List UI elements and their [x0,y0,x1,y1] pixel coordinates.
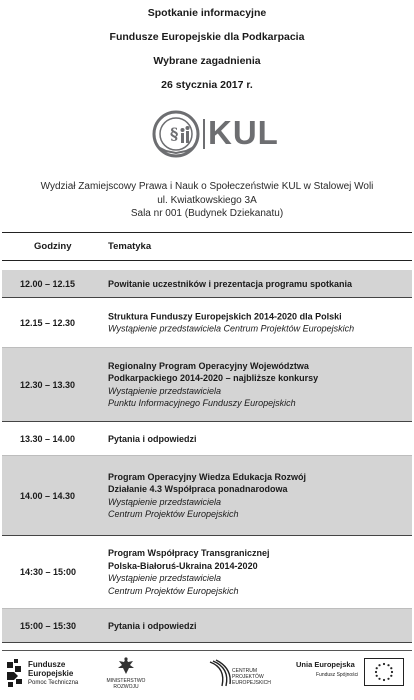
topic-title-line: Powitanie uczestników i prezentacja programu spotkania [108,278,353,289]
row-topic [108,277,404,290]
eu-flag-icon [364,658,404,686]
footer-logo-fundusze-europejskie [6,656,86,696]
venue-address: ul. Kwiatkowskiego 3A [157,195,257,206]
row-time: 12.15 – 12.30 [20,317,76,328]
footer-logo-ministry [104,656,148,696]
topic-title-line: Struktura Funduszy Europejskich 2014-2020 dla Polski [108,311,342,321]
logo-divider [203,119,205,149]
column-header-topic: Tematyka [108,241,152,252]
table-row [2,270,412,298]
topic-speaker-line: Wystąpienie przedstawiciela [108,496,222,507]
topic-title-line: Regionalny Program Operacyjny Województwa [108,360,309,371]
cpe-label: CENTRUM PROJEKTÓW EUROPEJSKICH [232,668,271,686]
row-time: 12.30 – 13.30 [20,379,76,390]
topic-speaker-line: Centrum Projektów Europejskich [108,585,239,596]
topic-speaker-line: Wystąpienie przedstawiciela Centrum Projektów Europejskich [108,323,355,334]
table-row [2,298,412,348]
event-date: 26 stycznia 2017 r. [161,79,253,91]
row-topic [108,310,404,335]
table-row [2,456,412,536]
svg-text:§: § [170,124,179,143]
topic-title-line: Działanie 4.3 Współpraca ponadnarodowa [108,484,288,494]
row-topic [108,432,404,445]
topic-title-line: Pytania i odpowiedzi [108,433,197,444]
eu-title: Unia Europejska [296,660,355,669]
cpe-swoosh-icon [208,658,232,688]
table-row [2,422,412,456]
topic-speaker-line: Punktu Informacyjnego Funduszy Europejskich [108,398,296,408]
table-row [2,536,412,609]
fe-title: Fundusze Europejskie [28,660,74,678]
footer-logo-cpe [208,656,278,696]
logo-text: KUL [208,114,279,151]
row-time: 13.30 – 14.00 [20,433,76,444]
fe-star-icon [6,659,24,689]
row-time: 15:00 – 15:30 [20,620,77,631]
ministry-label: MINISTERSTWO ROZWOJU [106,678,146,690]
topic-title-line: Podkarpackiego 2014-2020 – najbliższe konkursy [108,373,319,383]
kul-logo [150,109,279,159]
row-topic [108,471,404,521]
kul-emblem-icon [150,109,202,159]
column-header-time: Godziny [34,241,72,252]
footer-divider [2,650,412,651]
row-topic [108,547,404,597]
row-topic [108,619,404,632]
row-topic [108,360,404,410]
row-time: 12.00 – 12.15 [20,278,76,289]
topic-title-line: Program Operacyjny Wiedza Edukacja Rozwój [108,471,306,482]
eu-subtitle: Fundusz Spójności [316,672,359,678]
event-subtitle: Fundusze Europejskie dla Podkarpacia [109,31,305,43]
topic-speaker-line: Wystąpienie przedstawiciela [108,573,222,583]
topic-title-line: Pytania i odpowiedzi [108,620,197,631]
venue-room: Sala nr 001 (Budynek Dziekanatu) [130,208,284,219]
topic-title-line: Program Współpracy Transgranicznej [108,548,270,558]
footer-logo-eu [296,656,408,696]
topic-speaker-line: Wystąpienie przedstawiciela [108,385,222,396]
row-time: 14.00 – 14.30 [20,490,76,501]
table-header [2,232,412,261]
venue-institution: Wydział Zamiejscowy Prawa i Nauk o Społeczeństwie KUL w Stalowej Woli [40,181,374,192]
event-title: Spotkanie informacyjne [147,7,267,19]
fe-subtitle: Pomoc Techniczna [28,680,79,686]
row-time: 14:30 – 15:00 [20,567,77,577]
topic-title-line: Polska-Białoruś-Ukraina 2014-2020 [108,560,258,571]
table-row [2,348,412,422]
polish-eagle-icon [116,656,136,676]
table-row [2,609,412,643]
topic-speaker-line: Centrum Projektów Europejskich [108,509,239,519]
event-topic: Wybrane zagadnienia [153,55,261,67]
